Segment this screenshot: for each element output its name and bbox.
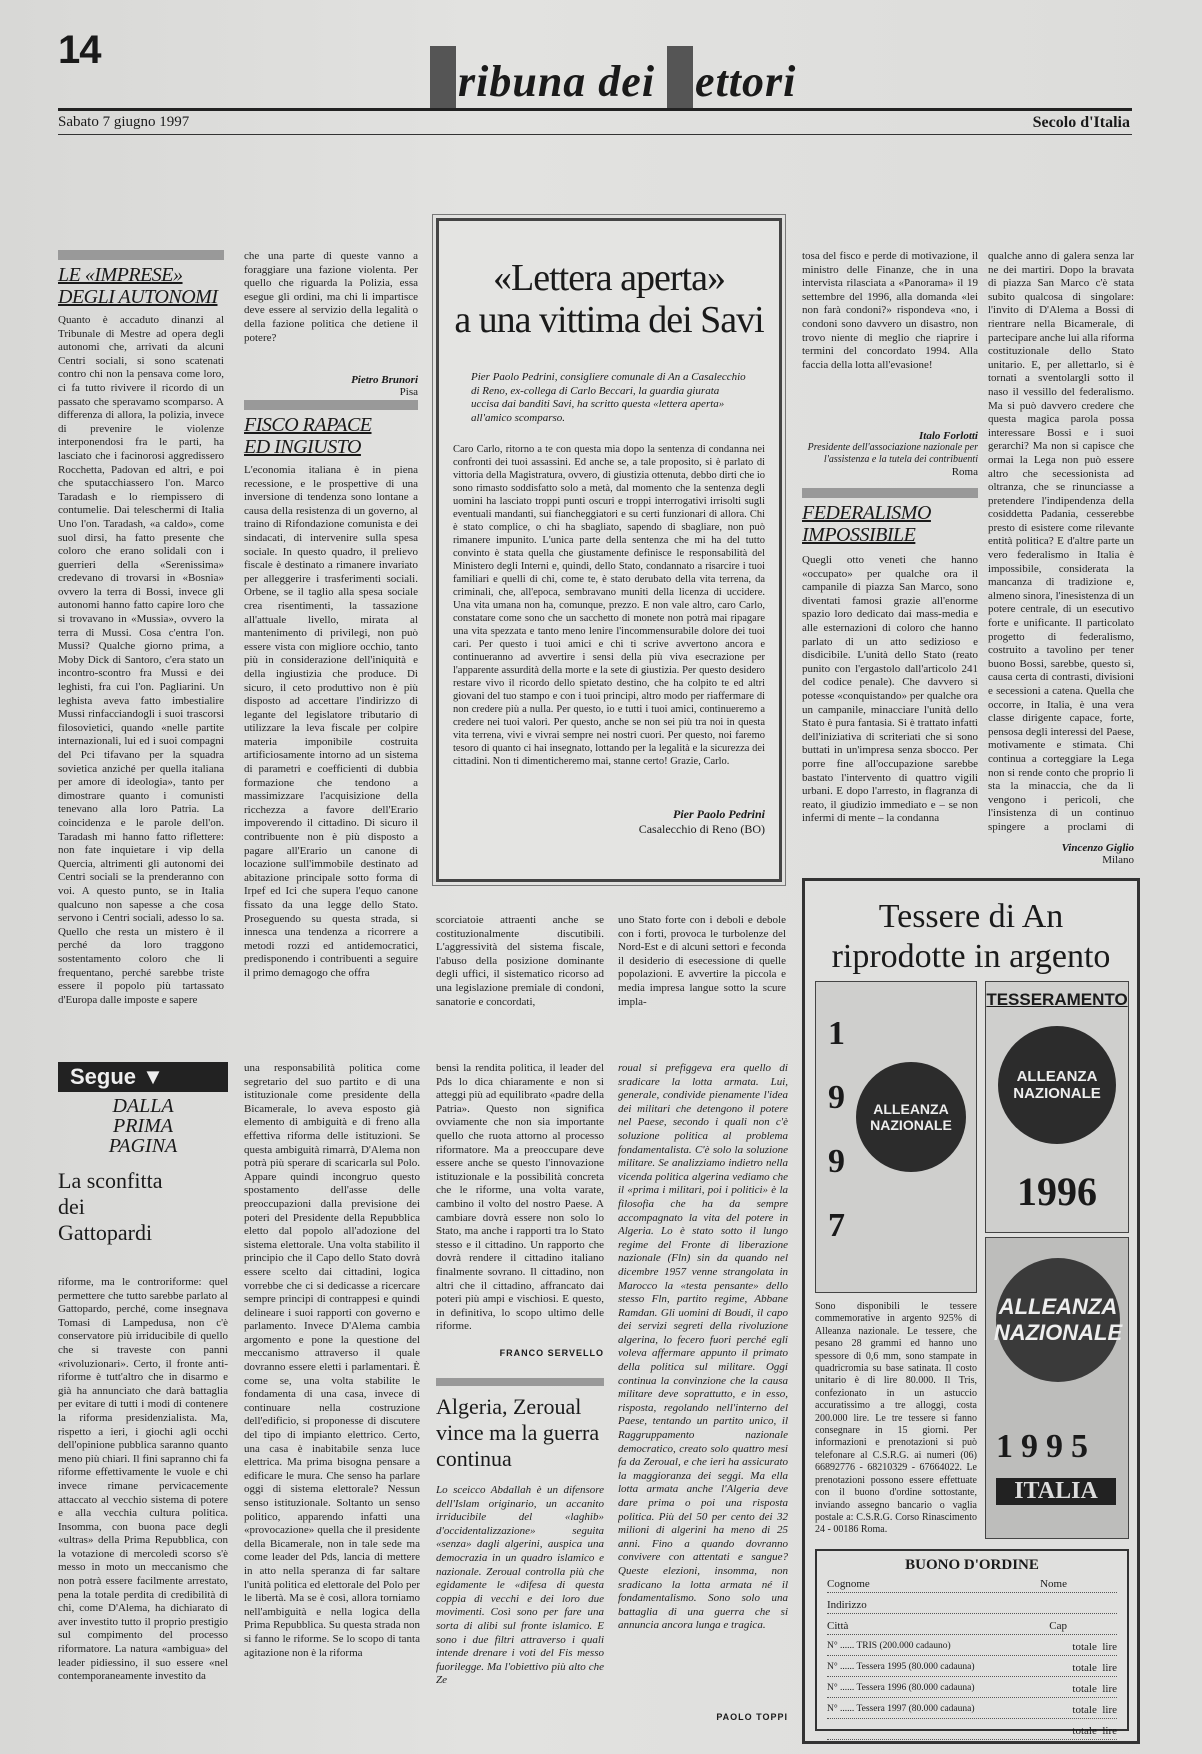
segue-title-1: La sconfitta — [58, 1168, 163, 1193]
coupon-city-row — [827, 1620, 1117, 1635]
coupon-item-1996-lire: lire — [1102, 1683, 1117, 1695]
coupon-item-1995-label: N° ...... Tessera 1995 (80.000 cadauna) — [827, 1662, 975, 1672]
article-federalismo-title-2: IMPOSSIBILE — [802, 524, 916, 546]
algeria-title-3: continua — [436, 1446, 512, 1471]
article-fisco — [244, 400, 418, 1016]
issue-date: Sabato 7 giugno 1997 — [58, 114, 190, 130]
ad-body: Sono disponibili le tessere commemorative in argento 925% di Alleanza nazionale. Le tessere, che pesano 28 grammi ed hanno uno spessore di 0,6 mm, sono stampate in quadricromia su base satinata. Il costo unitario è di lire 80.000. Il Tris, confezionato in un astuccio accuratissimo a tre alloggi, costa 200.000 lire. Le tre tessere si fanno consegnare in 15 giorni. Per informazioni e prenotazioni si può telefonare al C.S.R.G. ai numeri (06) 66892776 - 68210329 - 67664022. Le prenotazioni possono essere effettuate con il buono d'ordine sottostante, inviando assegno bancario o vaglia postale a: C.S.R.G. Corso Rinascimento 24 - 00186 Roma. — [815, 1301, 977, 1536]
article-imprese — [58, 250, 224, 1026]
article-federalismo-continued — [988, 250, 1134, 866]
article-fisco-body: L'economia italiana è in piena recessione, e le prospettive di una inversione di tendenza sono lontane a causa della resistenza di un governo, al traino di Rifondazione comunista e dei sindacati, di intervenire sulla spesa sociale. In questo quadro, il prelievo fiscale è destinato a rimanere invariato per alleggerire i trasferimenti sociali. Orbene, se il taglio alla spesa sociale crea risentimenti, la tassazione all'attuale livello, mirata al mantenimento di privilegi, non può essere vista con migliore occhio, tanto più in considerazione dell'iniquità e della ingiustizia che produce. Di sicuro, il ceto produttivo non è più disposto ad accettare l'indirizzo di legante del legislatore tributario di utilizzare la leva fiscale per colpire materia imponibile costruita artificiosamente intorno ad un sistema di parametri e coefficienti di dubbia formazione che tendono a massimizzare l'acquisizione della ricchezza a favore dell'Erario impoverendo il cittadino. Di sicuro il contribuente non è più disposto a pagare all'Erario un canone di locazione sull'immobile destinato ad abitazione principale sotto forma di Irpef ed Ici che supera l'equo canone fissato da una legge dello Stato. Proseguendo su questa strada, si innesca una tendenza a ricorrere a metodi rozzi ed antidemocratici, predisponendo i contribuenti a seguire il primo demagogo che offra — [244, 464, 418, 979]
lettera-aperta-author: Pier Paolo Pedrini — [673, 807, 765, 821]
an-logo-1995 — [993, 1258, 1123, 1382]
coupon-item-tris-label: N° ...... TRIS (200.000 cadauno) — [827, 1641, 951, 1651]
algeria-author: PAOLO TOPPI — [716, 1712, 788, 1722]
an-logo-1997 — [856, 1062, 966, 1172]
coupon-item-1997-lire: lire — [1102, 1704, 1117, 1716]
article-federalismo-title-1: FEDERALISMO — [802, 502, 931, 524]
card-1996-tesseramento: TESSERAMENTO — [986, 990, 1128, 1009]
article-imprese-body-cont: che una parte di queste vanno a foraggiare una fazione violenta. Per quello che riguarda la Polizia, essa esegue gli ordini, ma chi li impartisce deve essere al servizio della legalità o della fazione politica che detiene il potere? — [244, 250, 418, 344]
algeria-title-2: vince ma la guerra — [436, 1420, 600, 1445]
card-1997-digit-3: 9 — [828, 1143, 845, 1180]
card-1997-year — [828, 1002, 845, 1258]
segue-col3: bensì la rendita politica, il leader del Pds lo dica chiaramente e non si atteggi più ad equilibrato «padre della Patria». Questo non significa ovviamente che non sia importante quello che ruota attorno al processo riformatore. Ma a preoccupare deve essere anche se questo l'innovazione istituzionale e la possibilità concreta che le riforme, una volta varate, cambino il volto del nostro Paese. A cambiare dovrà essere non solo lo Stato, ma anche i rapporti tra lo Stato stesso e il cittadino. Un rapporto che dovrà rendere il cittadino italiano finalmente sovrano. Il cittadino, non altri che il cittadino, affrancato dai poteri più ampi e vischiosi. E questo, in definitiva, lo scopo ultimo delle riforme. — [436, 1062, 604, 1333]
coupon-grand-total-lire: lire — [1102, 1725, 1117, 1737]
article-fisco-author: Italo Forlotti — [919, 430, 978, 442]
coupon-indirizzo-label: Indirizzo — [827, 1599, 867, 1611]
algeria-rule — [436, 1378, 604, 1386]
card-1997-digit-4: 7 — [828, 1207, 845, 1244]
coupon-cognome-field[interactable]: Cognome — [827, 1578, 870, 1590]
coupon-item-1995-totale: totale — [1072, 1662, 1097, 1674]
masthead-title-part2: ettori — [695, 57, 797, 106]
an-logo-1995-line1: ALLEANZA — [998, 1294, 1118, 1319]
an-logo-1996-line2: NAZIONALE — [1013, 1085, 1101, 1102]
lettera-aperta-intro: Pier Paolo Pedrini, consigliere comunale di An a Casalecchio di Reno, ex-collega di Carlo Beccari, la guardia giurata uccisa dai banditi Savi, ha scritto questa «lettera aperta» all'amico scomparso. — [471, 371, 746, 424]
an-logo-1996-line1: ALLEANZA — [1016, 1068, 1098, 1085]
card-1995-year: 1995 — [996, 1428, 1096, 1465]
article-federalismo — [802, 488, 978, 860]
segue-title-3: Gattopardi — [58, 1220, 153, 1245]
segue-label: Segue — [70, 1064, 137, 1089]
segue-col1: riforme, ma le controriforme: quel permettere che tutto sarebbe parlato al Gattopardo, perché, come insegnava Tomasi di Lampedusa, non c'è conservatore più irriducibile di quello che si traveste con panni «rivoluzionari». Certo, il fronte anti-riforme è tutt'altro che in disarmo e già ha annunciato che darà battaglia per evitare di tutti i modi di contenere la riforma presidenzialista. Ma, rispetto a ieri, i giochi agli occhi dell'opinione pubblica saranno quanto meno più chiari. Il fini sapranno chi fa riforme effettivamente le vuole e chi invece rimane pervicacemente attaccato al vecchio sistema di potere e alla vecchia cultura politica. Insomma, con buona pace degli «ultras» della Prima Repubblica, con la votazione di mercoledì scorso s'è messo in moto un meccanismo che non potrà essere facilmente arrestato, pena la totale perdita di credibilità di chi, come D'Alema, ha dichiarato di aver investito tutto il proprio prestigio sul compimento del processo riformatore. La natura «ambigua» del leader pidiessino, il suo essere «nel contemporaneamente investito da — [58, 1276, 228, 1683]
algeria-col1: Lo sceicco Abdallah è un difensore dell'Islam originario, un accanito irriducibile del «laghib» d'occidentalizzazione» seguita «senza» dagli algerini, auspica una democrazia in un quadro islamico e nazionale. Zeroual controlla più che egidamente le «difesa di questa coppia di vecchi e dei loro due movimenti. Così sono per fare una sorta di alibi sul fronte islamico. E sono i due filtri attraverso i quali intende drenare i voti del Fis messo fuorilegge. Ma l'obiettivo più alto che Ze — [436, 1484, 604, 1687]
card-1997-digit-2: 9 — [828, 1079, 845, 1116]
article-fisco-cont-col1: scorciatoie attraenti anche se costituzionalmente discutibili. L'aggressività del sistema fiscale, l'abuso della posizione dominante degli uffici, il sistematico ricorso ad una legislazione premiale di condoni, sanatorie e concordati, — [436, 914, 604, 1008]
page-number: 14 — [58, 28, 101, 72]
article-federalismo-author: Vincenzo Giglio — [1061, 842, 1134, 854]
coupon-indirizzo-field[interactable] — [827, 1599, 1117, 1614]
algeria-col2: roual si prefiggeva era quello di sradicare la lotta armata. Lui, generale, condivide pienamente l'idea dei militari che detengono il potere nel Paese, secondo i quali non c'è soluzione politica al problema fondamentalista. C'è solo la soluzione militare. Se analizziamo indietro nella vicenda politica algerina vediamo che il «prima i militari, poi i politici» è la filosofia che ha da sempre accompagnato la vita del potere in Algeria. Lo è stato sotto il lungo regime del Fronte di liberazione nazionale (Fln) sin da quando nel dicembre 1957 venne strangolata in Marocco la «testa pensante» dello stesso Fln, partito regime, Abbane Ramdan. Gli uomini di Boudi, il capo dei servizi segreti della rivoluzione algerina, lo fecero fuori perché egli voleva affermare appunto il primato della politica sul militare. Oggi continua la convinzione che la causa militare deve soprattutto, e in esso, risposta, regolando nell'interno del Paese, tentando un partito unico, il Raggruppamento nazionale democratico, creato solo quattro mesi fa da Zeroual, e che ieri ha assicurato la maggioranza dei seggi. Ma ella lotta armata anche l'Algeria deve dare prima o poi una risposta politica. Più del 50 per cento dei 32 milioni di algerini ha meno di 25 anni. Fino a quando dovranno convivere con attentati e sangue? Queste elezioni, insomma, non sradicano la lotta armata né il fondamentalismo. Sono solo una battaglia di una guerra che si annuncia ancora lunga e tragica. — [618, 1062, 788, 1632]
lettera-aperta-body: Caro Carlo, ritorno a te con questa mia dopo la sentenza di condanna nei confronti dei tuoi assassini. Ed anche se, a tale proposito, si è parlato di vittoria della Magistratura, ovvero, di giustizia ottenuta, debbo dirti che io sono rimasto soddisfatto solo a metà, dal momento che la sentenza degli uomini ha lasciato troppi punti oscuri e troppi interrogativi irrisolti sugli eventuali mandanti, sui fiancheggiatori e su certi funzionari di allora. Chi è stato complice, o chi ha sbagliato, sapendo di sbagliare, non può rimanere impunito. L'unica parte della sentenza che mi ha del tutto convinto è stata quella che giustamente definisce le responsabilità del Ministero degli Interni e, quindi, dello Stato, condannato a risarcire i tuoi familiari e quelli di chi, come te, è stato derubato della vita terrena, da criminali, che, all'epoca, sembravano muniti della licenza di uccidere. Una vita umana non ha, comunque, prezzo. E non vale altro, caro Carlo, constatare come sono che un sacchetto di monete non potrà mai ripagare una vita spezzata e tanto meno lenire l'incommensurabile dolore dei tuoi cari. Per questo i tuoi amici e chi ti scrive avvertono ancora e continueranno ad avvertire i sensi della più viva esecrazione per l'apparente assurdità della morte e la sete di giustizia. Per questo desidero restare vivo il ricordo dello spietato destino, che ha colpito te ed altri giovani del tuo stampo e con i tuoi principi, altro modo per riaffermare di non credere più a nulla. Per questo, io e tutti i tuoi amici, continueremo a credere nei tuoi valori. Per questo, anche se non sei più tra noi in questa vita terrena, vivi e vivrai sempre nei nostri cuori. Per questo, noi faremo tesoro di quanto ci hai insegnato, lottando per la legalità e la sicurezza dei cittadini. Non ti dimenticheremo mai, stanne certo! Grazie, Carlo. — [453, 444, 765, 767]
coupon-item-1997[interactable] — [827, 1704, 1117, 1719]
an-logo-1995-line2: NAZIONALE — [993, 1320, 1123, 1345]
article-federalismo-city: Milano — [1102, 854, 1134, 866]
segue-author: FRANCO SERVELLO — [499, 1348, 604, 1358]
article-federalismo-body2: qualche anno di galera senza lar ne dei martiri. Dopo la bravata di piazza San Marco c'è stata subito qualcosa di singolare: l'invito di D'Alema a Bossi di rientrare nella Bicamerale, di partecipare anche lui alla riforma costituzionale dello Stato unitario. E, per allettarlo, si è tornati a sventolargli sotto il naso il vessillo del federalismo. Ma si può davvero credere che questa magica parola possa interessare Bossi e i suoi gerarchi? Ma non si capisce che ormai la Lega non può essere altro che secessionista ad oltranza, che se rinunciasse a pretendere l'indipendenza della cosiddetta Padania, cesserebbe presto di esistere come rilevante entità politica? E d'altre parte un vero federalismo in Italia è impossibile, considerata la mancanza di tradizione e, almeno sinora, l'inesistenza di un potere centrale, di un esecutivo forte e unificante. Il particolato progetto di federalismo, costruito a tavolino per tener buono Bossi, sarebbe, questo sì, causa certa di contrasti, divisioni e secessioni a catena. Quella che occorre, in Italia, è una vera classe dirigente capace, forte, pensosa degli interessi del Paese, motivamente e stimata. Chi continua a corteggiare la Lega non si rende conto che proprio lì sta la minaccia, che da lì vengono i pericoli, che l'insistenza di un continuo spingere a proclami di — [988, 250, 1134, 833]
coupon-item-1997-label: N° ...... Tessera 1997 (80.000 cadauna) — [827, 1704, 975, 1714]
article-fisco-title-1: FISCO RAPACE — [244, 414, 372, 436]
card-1996-year: 1996 — [1017, 1169, 1097, 1214]
segue-pagina: PAGINA — [108, 1135, 178, 1157]
segue-section — [58, 1062, 228, 1246]
coupon-item-1997-totale: totale — [1072, 1704, 1097, 1716]
masthead-title-part1: ribuna dei — [458, 57, 656, 106]
article-imprese-title-1: LE «IMPRESE» — [58, 264, 183, 286]
card-1997 — [815, 981, 977, 1293]
article-fisco-title-2: ED INGIUSTO — [244, 436, 361, 458]
segue-prima: PRIMA — [113, 1115, 173, 1137]
coupon-name-row — [827, 1578, 1117, 1593]
coupon-grand-total-label: totale — [1072, 1725, 1097, 1737]
lettera-aperta-city: Casalecchio di Reno (BO) — [638, 822, 765, 836]
card-1996 — [985, 981, 1129, 1233]
an-logo-1997-line2: NAZIONALE — [870, 1117, 952, 1133]
article-imprese-body: Quanto è accaduto dinanzi al Tribunale di Mestre ad opera degli autonomi che, arrivati da alcuni Centri sociali, si sono scatenati contro chi non la pensava come loro, ci fa tutto rivivere il ricordo di un passato che speravamo scomparso. A differenza di allora, la polizia, invece di prevenire le violenze interponendosi fra le parti, ha lasciato che i facinorosi aggredissero Rocchetta, Padovan ed altri, e poi che sputacchiassero l'on. Marco Taradash e lo riempissero di contumelie. Dai teleschermi di Italia Uno l'on. Taradash, «a caldo», come suol dirsi, ha fatto presente che coloro che erano solidali con i guerrieri della «Serenissima» credevano di trovarsi in «Bosnia» ovvero la terra di Bossi, invece gli autonomi hanno fatto capire loro che si trovavano in «Mussia», ovvero la terra di Mussi. Cosa c'entra l'on. Mussi? Qualche giorno prima, a Moby Dick di Santoro, c'era stato un incontro-scontro fra Mussi e dei leghisti, fra cui l'on. Pagliarini. Un leghista aveva fatto imbestialire Mussi rinfacciandogli i suoi trascorsi filosovietici, quando «nelle partite internazionali, lui ed i suoi compagni del Pci tifavano per la squadra sovietica anziché per quella italiana per amore di ideologia», tanto per dimostrare quanto i comunisti tenevano alla loro Patria. La coincidenza e le parole dell'on. Taradash mi hanno fatto riflettere: non fate inquietare i vip della Quercia, altrimenti gli autonomi dei Centri sociali se la prenderanno con voi. A questo punto, se in Italia qualcuno non sapesse a che cosa servono i Centri sociali, adesso lo sa. Quello che resta un mistero è il perché da loro traggono sostentamento coloro che li frequentano, perché sarebbe triste essere il popolo più tartassato d'Europa dalle imposte e sapere — [58, 314, 224, 1006]
coupon-grand-total[interactable] — [827, 1725, 1117, 1740]
lettera-aperta-title-1: «Lettera aperta» — [493, 257, 725, 299]
coupon-title: BUONO D'ORDINE — [905, 1557, 1039, 1573]
coupon-item-1996[interactable] — [827, 1683, 1117, 1698]
order-coupon — [815, 1549, 1129, 1737]
algeria-title-1: Algeria, Zeroual — [436, 1394, 582, 1419]
segue-col3-wrap — [436, 1062, 604, 1358]
lettera-aperta-title-2: a una vittima dei Savi — [454, 299, 764, 341]
card-1995-italia: ITALIA — [996, 1478, 1116, 1505]
article-imprese-title-2: DEGLI AUTONOMI — [58, 286, 218, 308]
coupon-item-1996-label: N° ...... Tessera 1996 (80.000 cadauna) — [827, 1683, 975, 1693]
article-imprese-continued — [244, 250, 418, 398]
card-1997-digit-1: 1 — [828, 1015, 845, 1052]
card-1995 — [985, 1237, 1129, 1539]
article-fisco-heading — [244, 400, 418, 458]
segue-title-2: dei — [58, 1194, 85, 1219]
an-logo-1997-line1: ALLEANZA — [873, 1101, 949, 1117]
triangle-down-icon: ▼ — [142, 1064, 164, 1089]
coupon-item-tris[interactable] — [827, 1641, 1117, 1656]
article-imprese-city: Pisa — [399, 386, 418, 398]
advertisement-tessere — [802, 878, 1140, 1744]
article-federalismo-heading — [802, 488, 978, 546]
ad-title-2: riprodotte in argento — [831, 938, 1111, 975]
masthead-initial-t — [430, 46, 456, 108]
article-imprese-author: Pietro Brunori — [351, 374, 418, 386]
newspaper-name: Secolo d'Italia — [1032, 114, 1130, 131]
coupon-item-tris-lire: lire — [1102, 1641, 1117, 1653]
article-fisco-cont-col2: uno Stato forte con i deboli e debole con i forti, provoca le turbolenze del Nord-Est e di alcuni settori e feconda il desiderio di esecessione di quelle popolazioni. E avvertire la piccola e media impresa langue sotto la scure impla- — [618, 914, 786, 1008]
section-masthead — [430, 46, 796, 108]
coupon-item-1995-lire: lire — [1102, 1662, 1117, 1674]
header-rule — [58, 108, 1132, 111]
ad-title-1: Tessere di An — [878, 898, 1064, 935]
article-fisco-cont-col3-wrap — [802, 250, 978, 478]
article-imprese-heading — [58, 250, 224, 308]
article-federalismo-body: Quegli otto veneti che hanno «occupato» per qualche ora il campanile di piazza San Marco, sono diventati famosi grazie all'enorme spazio loro dedicato dai mass-media e alle esternazioni di coloro che hanno parlato di un atto sedizioso e disdicibile. L'unità dello Stato (reato punito con l'ergastolo dall'articolo 241 del codice penale). Che davvero si potesse «conquistando» per qualche ora un campanile, minacciare l'unità dello Stato è pura fantasia. Si è trattato infatti dell'iniziativa di scriteriati che si sono buttati in un'impresa senza sbocco. Per porre fine all'occupazione sarebbe bastato l'intervento di quattro vigili urbani. E dopo l'arresto, in flagranza di reato, il giudizio immediato e – se non infermi di mente – la condanna — [802, 554, 978, 825]
coupon-item-1996-totale: totale — [1072, 1683, 1097, 1695]
coupon-item-tris-totale: totale — [1072, 1641, 1097, 1653]
article-fisco-cont-col3: tosa del fisco e perde di motivazione, il ministro delle Finanze, che in una intervista rilasciata a «Panorama» il 19 settembre del 1996, alla domanda «lei non farà condoni?» rispondeva «no, i condoni sono davvero un disastro, non trovo niente di meglio che riaprire i termini del concordato 1994. Alla faccia della lotta all'evasione! — [802, 250, 978, 371]
coupon-cap-field[interactable]: Cap — [1049, 1620, 1067, 1632]
an-logo-1996 — [998, 1026, 1116, 1144]
segue-dalla: DALLA — [112, 1095, 174, 1117]
article-algeria — [436, 1378, 604, 1720]
masthead-initial-l — [667, 46, 693, 108]
segue-col2: una responsabilità politica come segretario del suo partito e di una istituzionale come presidente della Bicamerale, lo aveva esposto già elemento di ambiguità e di freno alla effettiva riforma delle istituzioni. Se questa ambiguità rimarrà, D'Alema non potrà più sperare di scaricarla sul Polo. Appare quindi incongruo questo spostamento dell'asse delle preoccupazioni dalla previsione dei poteri del Presidente della Repubblica eletto dal popolo all'adozione del sistema elettorale. Una volta stabilito il principio che il Capo dello Stato dovrà essere scelto dai cittadini, logica vorrebbe che ci si dedicasse a ricercare sempre principi di contrappesi e quindi delineare i suoi rapporti con governo e parlamento. Invece D'Alema cambia argomento e pone la questione del meccanismo attraverso il quale dovranno essere eletti i parlamentari. È come se, una volta stabilite le fondamenta di una casa, invece di continuare nella costruzione dell'edificio, si proponesse di discutere del tipo di impianto elettrico. Certo, una casa è inabitabile senza luce elettrica. Ma prima bisogna pensare a edificare le mura. Che senso ha parlare oggi di sistema elettorale? Nessun senso istituzionale. Soltanto un senso politico, apparendo infatti una «provocazione» quella che il presidente della Bicamerale, non in tale sede ma come leader del Pds, lancia di mettere in atto nella speranza di far saltare l'unità politica ed elettorale del Polo per le libertà. Ma se è così, allora torniamo nell'ambiguità e nella logica della Prima Repubblica. Su questa strada non si fanno le riforme. Se lo scopo di tanta agitazione non è la riforma — [244, 1062, 420, 1659]
header-rule-thin — [58, 134, 1132, 135]
coupon-nome-field[interactable]: Nome — [1040, 1578, 1067, 1590]
segue-banner — [58, 1062, 228, 1092]
algeria-col2-wrap — [618, 1062, 788, 1722]
coupon-citta-field[interactable]: Città — [827, 1620, 849, 1632]
coupon-item-1995[interactable] — [827, 1662, 1117, 1677]
article-fisco-author-role: Presidente dell'associazione nazionale per l'assistenza e la tutela dei contribuenti — [807, 442, 978, 465]
lettera-aperta-box — [436, 218, 782, 882]
article-fisco-city: Roma — [951, 466, 978, 478]
